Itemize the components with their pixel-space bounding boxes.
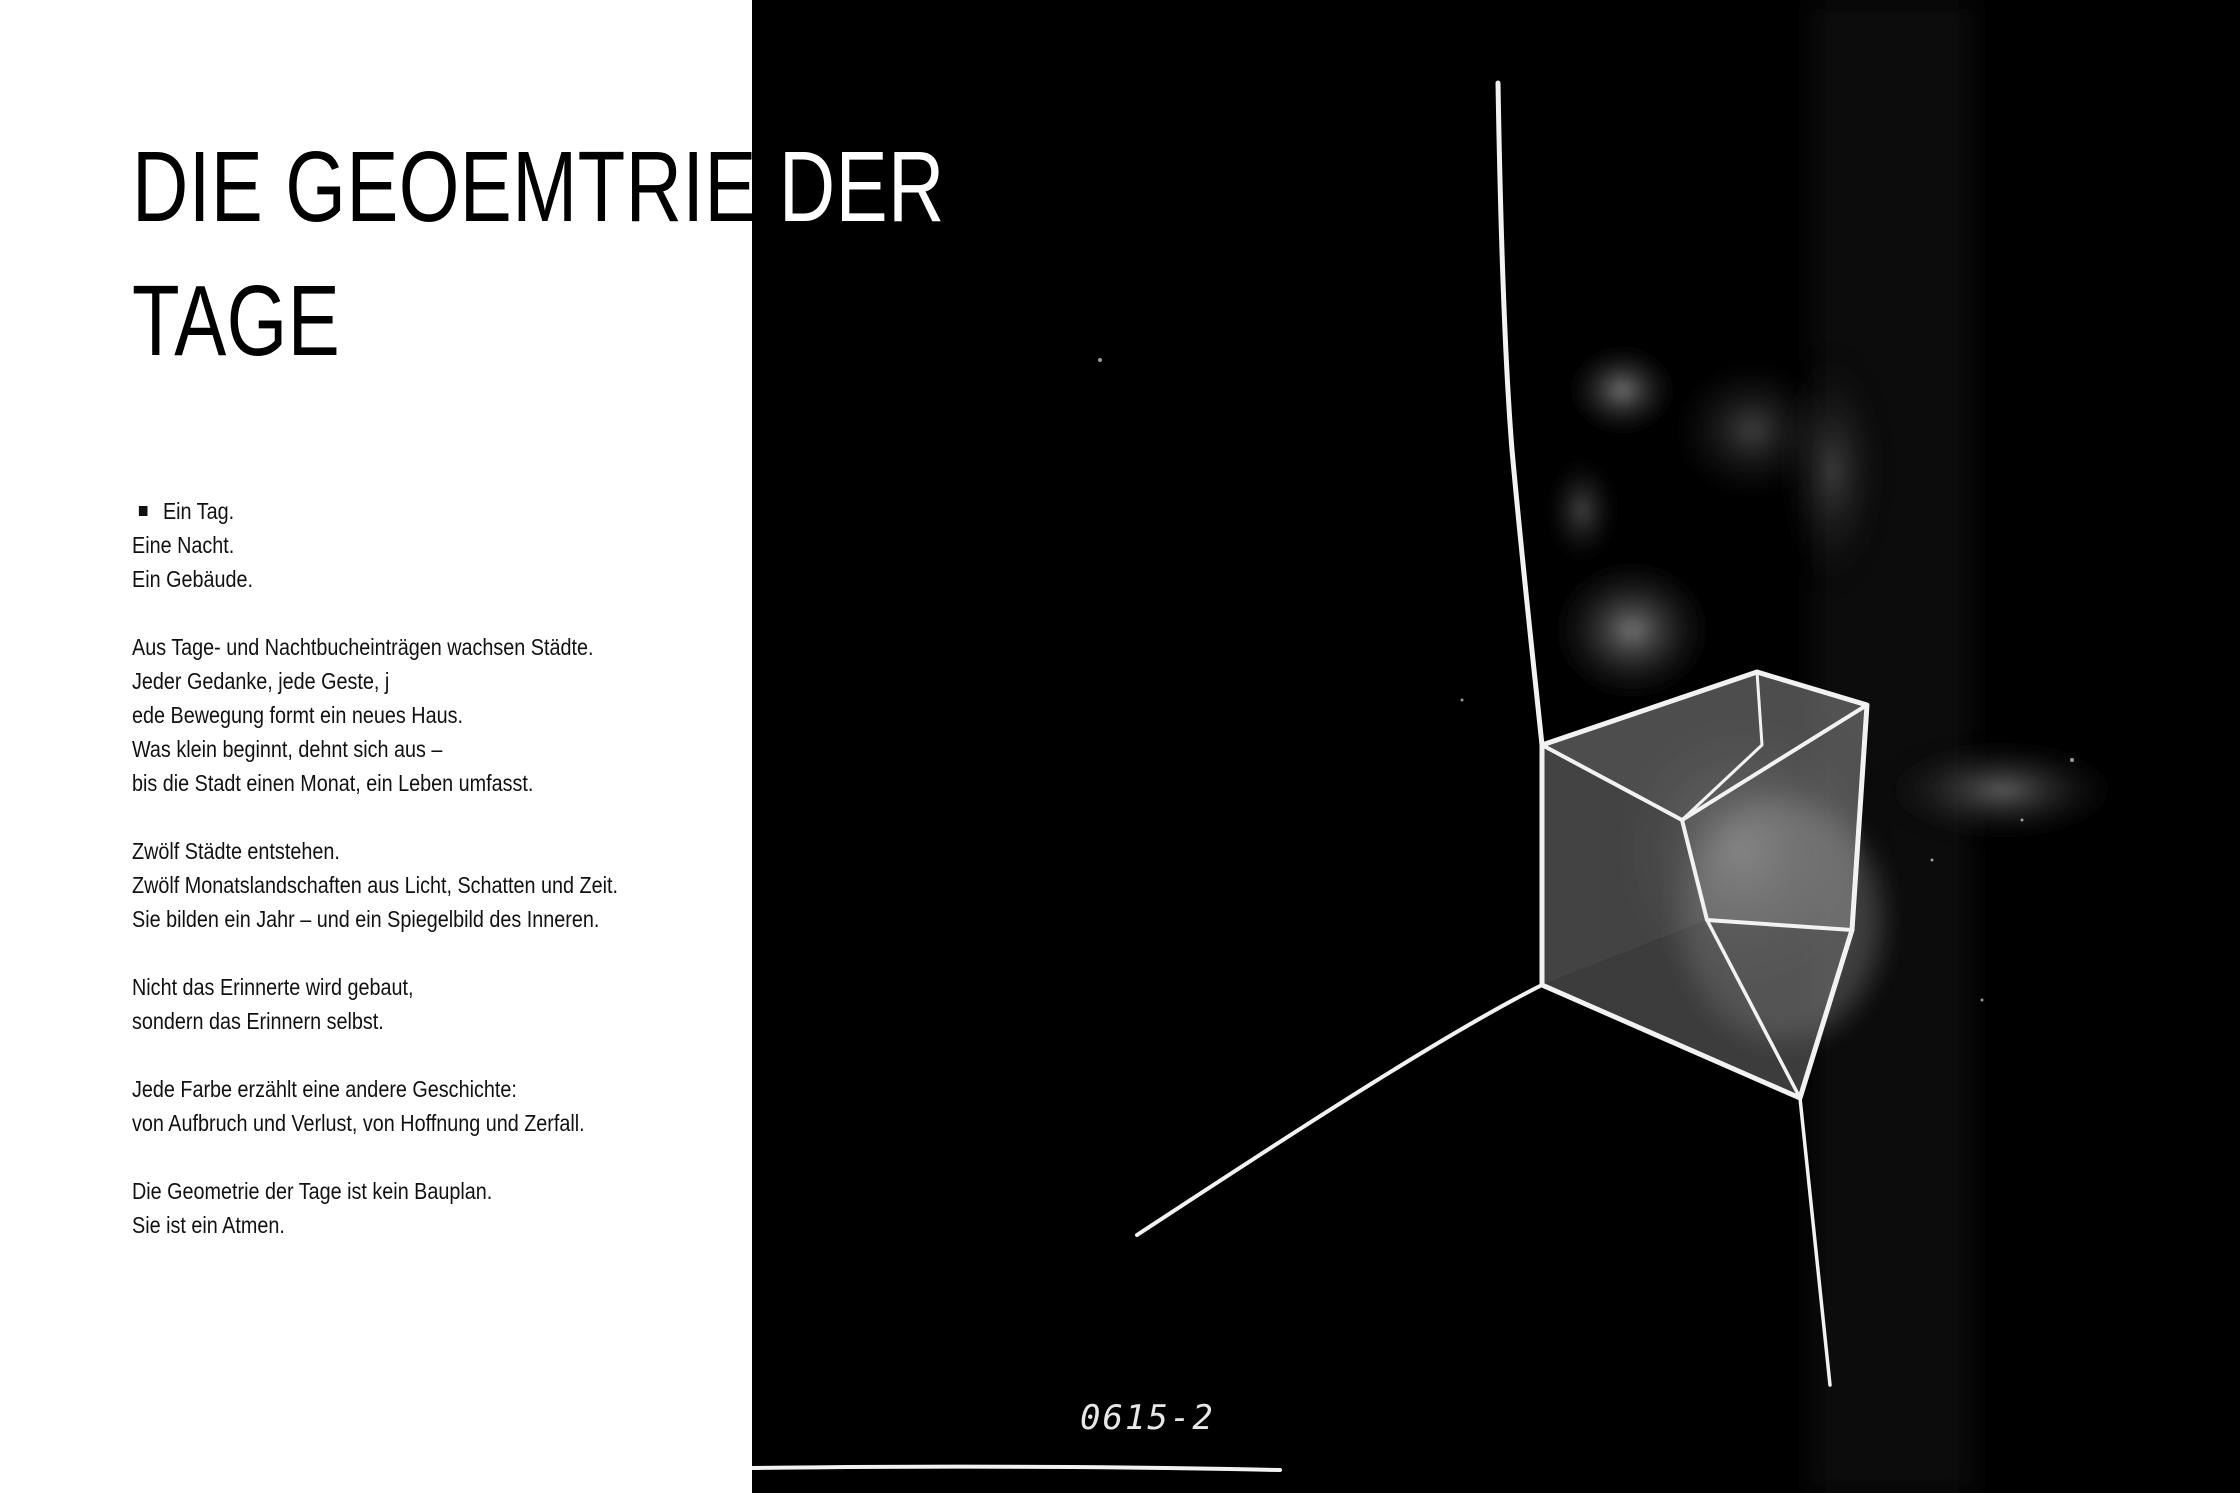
poem-line: Sie ist ein Atmen. (132, 1212, 285, 1238)
poem-line: Jede Farbe erzählt eine andere Geschichte: (132, 1076, 517, 1102)
poem-line: von Aufbruch und Verlust, von Hoffnung und Zerfall. (132, 1110, 585, 1136)
poem-line (132, 494, 648, 528)
title-line-1-left: DIE GEOEMTRIE (132, 131, 779, 243)
page-title (132, 120, 945, 388)
poem-line: Aus Tage- und Nachtbucheinträgen wachsen Städte. (132, 634, 594, 660)
stanza-2 (132, 630, 648, 800)
stanza-1 (132, 494, 648, 596)
stanza-4 (132, 970, 648, 1038)
square-bullet-icon (139, 506, 148, 516)
poem-line: Sie bilden ein Jahr – und ein Spiegelbild des Inneren. (132, 906, 600, 932)
stanza-6 (132, 1174, 648, 1242)
poem-line: sondern das Erinnern selbst. (132, 1008, 384, 1034)
poem-line: ede Bewegung formt ein neues Haus. (132, 702, 463, 728)
poem-line: Was klein beginnt, dehnt sich aus – (132, 736, 443, 762)
poem-line: Zwölf Monatslandschaften aus Licht, Schatten und Zeit. (132, 872, 618, 898)
poem-line: bis die Stadt einen Monat, ein Leben umfasst. (132, 770, 534, 796)
poem-line: Jeder Gedanke, jede Geste, j (132, 668, 390, 694)
title-line-1-right: DER (778, 131, 945, 243)
poem-line: Eine Nacht. (132, 532, 235, 558)
artwork-panel (752, 0, 2240, 1493)
poem-line: Nicht das Erinnerte wird gebaut, (132, 974, 414, 1000)
stanza-5 (132, 1072, 648, 1140)
cube-sketch-artwork (752, 0, 2240, 1493)
poem-text (132, 494, 648, 1276)
title-line-2: TAGE (132, 265, 341, 377)
title-line-1 (132, 120, 945, 254)
signature-label: 0615-2 (1080, 1398, 1215, 1438)
stanza-3 (132, 834, 648, 936)
poem-line: Die Geometrie der Tage ist kein Bauplan. (132, 1178, 493, 1204)
poem-line-text: Ein Tag. (162, 498, 235, 524)
poem-line: Zwölf Städte entstehen. (132, 838, 340, 864)
poem-line: Ein Gebäude. (132, 566, 253, 592)
